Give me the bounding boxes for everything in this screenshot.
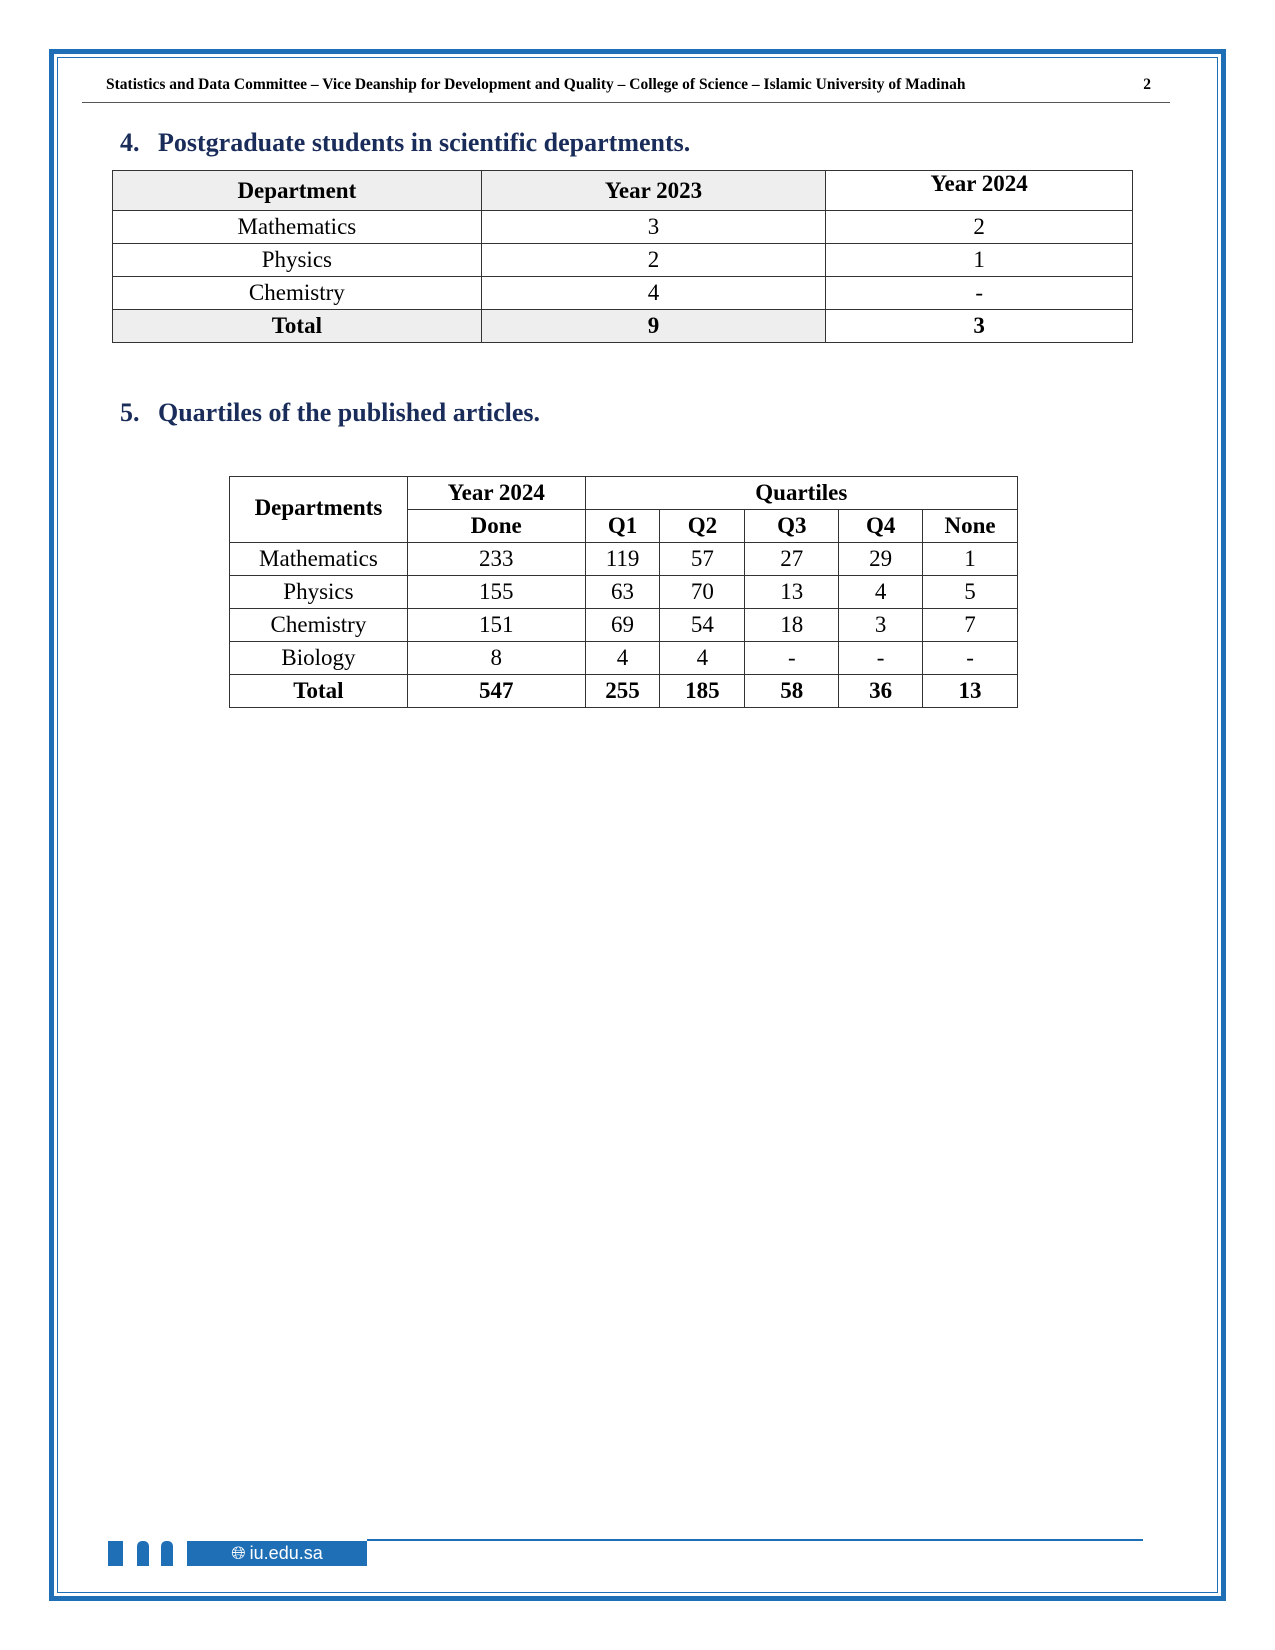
column-header: Done [407,510,585,543]
table-cell: 119 [585,543,660,576]
total-cell: 9 [481,310,826,343]
column-header: Q4 [839,510,923,543]
quartiles-table [229,476,1018,708]
table-cell: 8 [407,642,585,675]
table-cell: 13 [745,576,839,609]
page-number: 2 [1143,76,1151,93]
section-5-number: 5. [120,398,140,427]
section-5-title: Quartiles of the published articles. [158,398,541,427]
table-row [230,642,1018,675]
table-cell: - [923,642,1018,675]
table-cell: 69 [585,609,660,642]
column-header: Q3 [745,510,839,543]
total-label: Total [230,675,408,708]
footer-website-badge[interactable] [187,1541,367,1566]
table-row [230,609,1018,642]
table-cell: 57 [660,543,745,576]
table-cell: 3 [839,609,923,642]
total-cell: 3 [826,310,1133,343]
column-header: Department [113,171,482,211]
section-5-heading [120,398,540,428]
total-cell: 547 [407,675,585,708]
total-cell: 58 [745,675,839,708]
table-row [113,277,1133,310]
table-row [113,211,1133,244]
table-cell: 3 [481,211,826,244]
table-cell: 4 [481,277,826,310]
header-title: Statistics and Data Committee – Vice Deanship for Development and Quality – College of Science – Islamic University of Madinah [106,76,966,93]
table-cell: 151 [407,609,585,642]
table-cell: 4 [660,642,745,675]
table-cell: 2 [826,211,1133,244]
table-row [113,244,1133,277]
table-cell: 5 [923,576,1018,609]
table-cell: - [745,642,839,675]
footer-logo-bar [108,1541,123,1566]
footer-divider [367,1539,1143,1541]
table-cell: 54 [660,609,745,642]
column-header: None [923,510,1018,543]
table-cell: 4 [585,642,660,675]
table-cell: Chemistry [230,609,408,642]
table-cell: 29 [839,543,923,576]
total-cell: 13 [923,675,1018,708]
table-cell: Chemistry [113,277,482,310]
column-header: Q1 [585,510,660,543]
section-4-number: 4. [120,128,140,157]
footer-logo-bar [161,1541,173,1566]
table-cell: 1 [923,543,1018,576]
table-cell: 63 [585,576,660,609]
table-cell: 4 [839,576,923,609]
column-header: Quartiles [585,477,1017,510]
section-4-title: Postgraduate students in scientific departments. [158,128,691,157]
column-header: Year 2023 [481,171,826,211]
postgraduate-table [112,170,1133,343]
table-cell: Physics [113,244,482,277]
table-cell: 70 [660,576,745,609]
table-header-row [230,477,1018,510]
table-cell: Mathematics [113,211,482,244]
total-row [113,310,1133,343]
table-cell: - [826,277,1133,310]
table-cell: 2 [481,244,826,277]
total-cell: 36 [839,675,923,708]
table-row [230,576,1018,609]
table-cell: 155 [407,576,585,609]
total-label: Total [113,310,482,343]
table-cell: 7 [923,609,1018,642]
table-cell: Biology [230,642,408,675]
total-row [230,675,1018,708]
column-header: Departments [230,477,408,543]
table-header-row [113,171,1133,211]
table-cell: 1 [826,244,1133,277]
section-4-heading [120,128,690,158]
table-cell: - [839,642,923,675]
globe-icon: 🌐︎ [231,1543,246,1563]
table-row [230,543,1018,576]
footer-website[interactable]: iu.edu.sa [249,1543,323,1563]
total-cell: 185 [660,675,745,708]
table-cell: Physics [230,576,408,609]
column-header: Q2 [660,510,745,543]
page-header [82,74,1170,103]
total-cell: 255 [585,675,660,708]
column-header: Year 2024 [407,477,585,510]
column-header: Year 2024 [826,171,1133,211]
table-cell: 27 [745,543,839,576]
table-cell: Mathematics [230,543,408,576]
footer-logo-bar [137,1541,149,1566]
table-cell: 233 [407,543,585,576]
table-cell: 18 [745,609,839,642]
